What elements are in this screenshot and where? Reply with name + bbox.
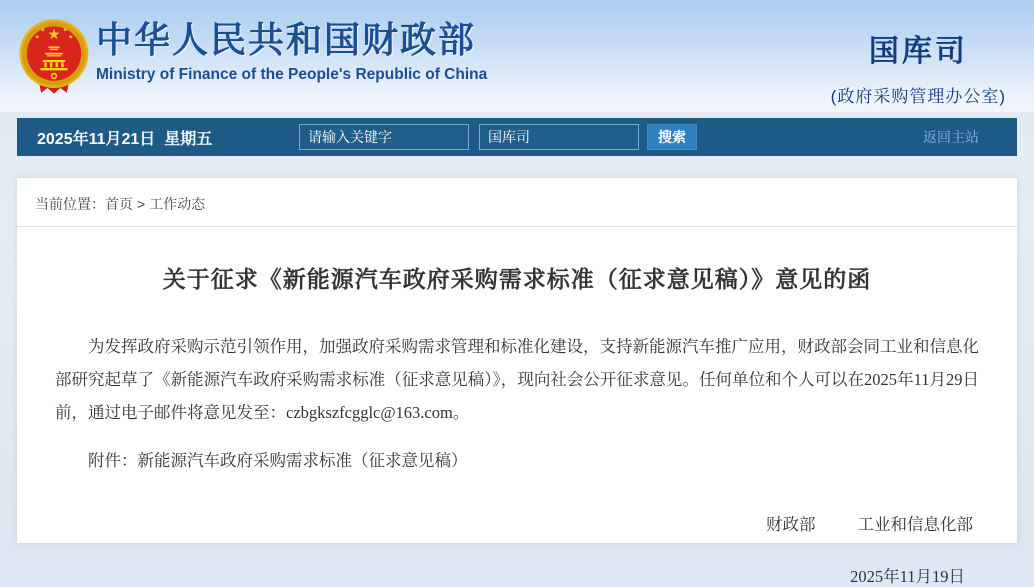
attachment-link[interactable]: 新能源汽车政府采购需求标准（征求意见稿）	[137, 451, 468, 470]
site-title-cn: 中华人民共和国财政部	[96, 19, 477, 60]
department-subname: (政府采购管理办公室)	[830, 87, 1006, 106]
back-to-main-site-link[interactable]: 返回主站	[923, 129, 979, 145]
site-brand	[96, 18, 487, 84]
breadcrumb-label: 当前位置：	[35, 196, 105, 212]
china-national-emblem-icon	[14, 12, 94, 100]
breadcrumb-current-link[interactable]: 工作动态	[149, 196, 206, 212]
breadcrumb-separator: >	[137, 196, 146, 212]
content-card	[17, 178, 1017, 586]
article-title: 关于征求《新能源汽车政府采购需求标准（征求意见稿）》意见的函	[162, 266, 872, 292]
breadcrumb-home-link[interactable]: 首页	[105, 196, 133, 212]
search-scope-input[interactable]	[479, 124, 639, 150]
attachment-line	[55, 444, 979, 477]
navbar	[17, 118, 1017, 156]
signer-mof: 财政部	[766, 515, 816, 534]
search-button[interactable]: 搜索	[647, 124, 697, 150]
current-date: 2025年11月21日 星期五	[37, 130, 213, 148]
site-header	[0, 0, 1034, 112]
issue-date: 2025年11月19日	[850, 567, 965, 586]
article-paragraph: 为发挥政府采购示范引领作用，加强政府采购需求管理和标准化建设，支持新能源汽车推广应用，财政部会同工业和信息化部研究起草了《新能源汽车政府采购需求标准（征求意见稿）》，现向社会公开征求意见。任何单位和个人可以在2025年11月29日前，通过电子邮件将意见发至：czbgkszfcgglc@163.com。	[55, 337, 979, 422]
department-name: 国库司	[868, 35, 968, 68]
site-title-en: Ministry of Finance of the People's Republic of China	[96, 66, 488, 83]
search-input[interactable]	[299, 124, 469, 150]
attachment-label: 附件：	[88, 451, 138, 470]
article-body	[55, 330, 979, 477]
signer-miit: 工业和信息化部	[857, 515, 973, 534]
department-block	[831, 26, 1006, 107]
breadcrumb	[17, 178, 1017, 227]
signature-row	[17, 511, 973, 535]
